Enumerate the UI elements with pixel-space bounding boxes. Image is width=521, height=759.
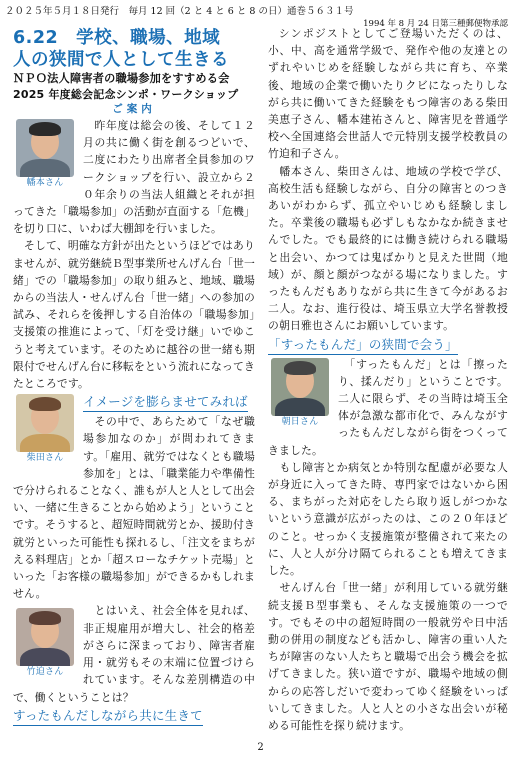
paragraph: とはいえ、社会全体を見れば、非正規雇用が増大し、社会的格差がさらに深まっており、障害者雇用・就労もその末端に位置づけられています。そんな差別構造の中で、働くということは？: [13, 604, 255, 704]
issue-header: ２０２５年５月１８日発行 毎月 12 回（2 と 4 と 6 と 8 の日）通巻５６３１号: [5, 6, 354, 17]
portrait-image: [271, 358, 329, 416]
paragraph: もし障害とか病気とか特別な配慮が必要な人が身近に入ってきた時、専門家ではないから困る、まちがった対応をしたら取り返しがつかないという意識が広がったのは、この２０年ほどのこと。せっかく支援施策が整備されて来たのに、人と人が分け隔てられることも増えてきました。: [268, 460, 508, 578]
paragraph: せんげん台「世一緒」が利用している就労継続支援Ｂ型事業も、そんな支援施策の一つです。でもその中の超短時間の一般就労や日中活動の併用の制度なども活かし、障害の重い人たちが障害のない人たちと職場で出会う機会を拡げてきました。狭い道ですが、職場や地域の側からの応答しだいで変わってゆく経験をいっぱいしてきました。人と人との小さな出会いが秘める可能性を探り続けます。: [268, 581, 508, 732]
portrait-image: [16, 608, 74, 666]
photo-caption: 朝日さん: [281, 416, 319, 427]
photo-asahi: [268, 358, 332, 429]
postal-approval: 1994 年 8 月 24 日第三種郵便物承認: [363, 19, 508, 29]
photo-caption: 柴田さん: [26, 453, 64, 464]
right-column: [268, 25, 508, 734]
paragraph: シンポジストとしてご登場いただくのは、小、中、高を通常学級で、発作や他の友達とのずれやいじめを経験しながら共に育ち、卒業後、地域の企業で働いたりクビになったりしながら共に働いてきた経験をもつ障害のある柴田美恵子さん、幡本建祐さんと、障害児を普通学校へ全国連絡会世話人で元特別支援学校教員の竹迫和子さん。: [268, 27, 508, 161]
photo-shibata: [13, 394, 77, 465]
paragraph: 幡本さん、柴田さんは、地域の学校で学び、高校生活も経験しながら、自分の障害とのつきあいがわからず、孤立やいじめも経験しました。卒業後の職場も必ずしもなかなか続きませんでした。でも最終的には働き続けられる職場と出会い、かつては鬼ばかりと見えた世間（地域）が、顔と顔がつながる場になりました。すったもんだもありながら共に生きて今があるお二人。なお、進行役は、埼玉県立大学名誉教授の朝日雅也さんにお願いしています。: [268, 164, 508, 333]
section-heading: 「すったもんだ」の狭間で会う」: [268, 336, 458, 355]
left-column: [13, 25, 255, 727]
photo-takesako: [13, 608, 77, 679]
portrait-image: [16, 119, 74, 177]
photo-caption: 幡本さん: [26, 178, 64, 188]
paragraph: そして、明確な方針が出たというほどではありませんが、就労継続Ｂ型事業所せんげん台「世一緒」での「職場参加」の取り組みと、地域、職場からの当法人・せんげん台「世一緒」への参加の試み、それらを後押しする自治体の「職場参加」支援策の推進によって、「灯を受け継」いでゆこうと考えています。そのために越谷の世一緒も期限付でせんげん台に移転をという流れになってきたところです。: [13, 239, 255, 391]
guide-label: ご案内: [112, 103, 156, 115]
section-heading: すったもんだしながら共に生きて: [13, 707, 203, 726]
photo-caption: 竹迫さん: [26, 667, 64, 678]
photo-hatamoto: [13, 119, 77, 190]
paragraph: 昨年度は総会の後、そして１２月の共に働く街を創るつどいで、二度にわたり出席者全員参加のワークショップを行い、設立から２０年余りの当法人組織とそれが担ってきた「職場参加」の活動が直面する「危機」を切り口に、いわば大棚卸を行いました。: [13, 119, 255, 236]
event-name: 2025 年度総会記念シンポ・ワークショップ: [13, 88, 239, 101]
paragraph: 「すったもんだ」とは「擦ったり、揉んだり」ということです。二人に限らず、その当時は埼玉全体が急激な都市化で、みんながすったもんだしながら街をつくってきました。: [268, 357, 508, 457]
page-number: 2: [257, 742, 264, 753]
section-heading: イメージを膨らませてみれば: [83, 393, 248, 412]
portrait-image: [16, 394, 74, 452]
article-title-line1: 6.22 学校、職場、地域: [13, 28, 221, 48]
paragraph: その中で、あらためて「なぜ職場参加なのか」が問われてきます。「雇用、就労ではなくとも職場参加を」とは、「職業能力や準備性で分けられることなく、誰もが人と人として出会い、一緒に生きることから始めよう」ということです。そうすると、超短時間就労とか、援助付き就労といった可能性も探れるし、「注文をまちがえる料理店」とか「超スローなチケット売場」といった「お客様の職場参加」ができるかもしれません。: [13, 415, 255, 601]
organization-name: ＮＰＯ法人障害者の職場参加をすすめる会: [13, 72, 230, 85]
article-title-line2: 人の狭間で人として生きる: [13, 50, 229, 70]
